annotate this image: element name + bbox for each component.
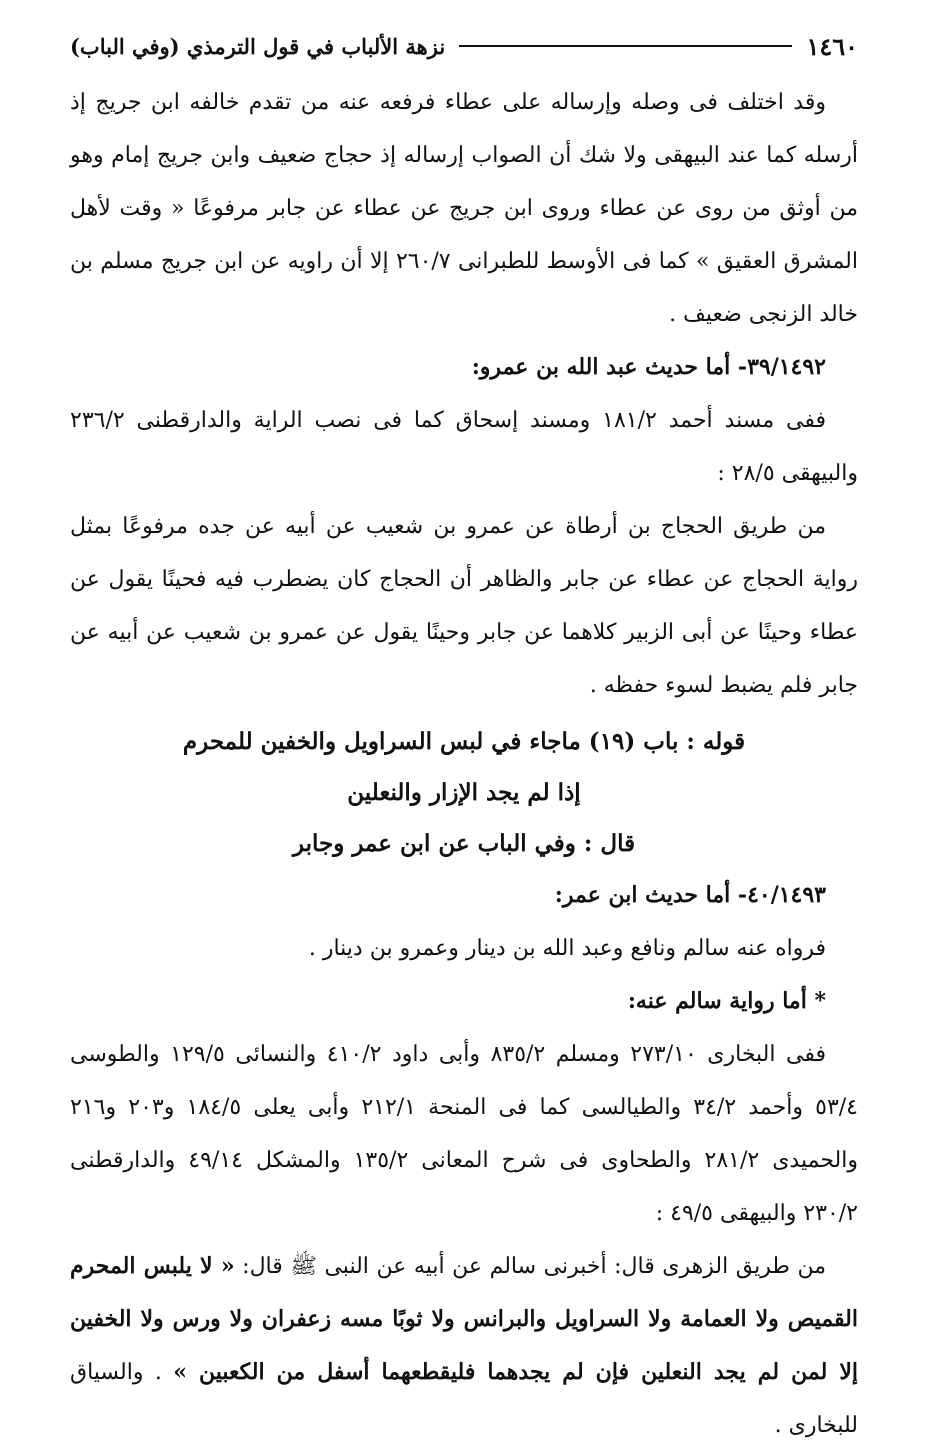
paragraph-5: ففى البخارى ٢٧٣/١٠ ومسلم ٨٣٥/٢ وأبى داود ٤١٠/٢ والنسائى ١٢٩/٥ والطوسى ٥٣/٤ وأحمد ٣٤/٢ والطيالسى كما فى المنحة ٢١٢/١ وأبى يعلى ١٨٤/٥ و٢٠٣ و٢١٦ والحميدى ٢٨١/٢ والطحاوى فى شرح المعانى ١٣٥/٢ والمشكل ٤٩/١٤ والدارقطنى ٢٣٠/٢ والبيهقى ٤٩/٥ : bbox=[70, 1042, 859, 1226]
paragraph-2: ففى مسند أحمد ١٨١/٢ ومسند إسحاق كما فى نصب الراية والدارقطنى ٢٣٦/٢ والبيهقى ٢٨/٥ : bbox=[70, 408, 858, 486]
subheading-salim-narration: * أما رواية سالم عنه: bbox=[627, 988, 826, 1014]
chapter-heading-line-3: قال : وفي الباب عن ابن عمر وجابر bbox=[292, 830, 636, 857]
page-number: ١٤٦٠ bbox=[806, 31, 858, 61]
hadith-text: « لا يلبس المحرم القميص ولا العمامة ولا السراويل والبرانس ولا ثوبًا مسه زعفران ولا ورس ولا الخفين إلا لمن لم يجد النعلين فإن لم يجدهما فليقطعهما أسفل من الكعبين » bbox=[70, 1253, 858, 1385]
hadith-heading-abdullah-bin-amr: ٣٩/١٤٩٢- أما حديث عبد الله بن عمرو: bbox=[471, 354, 826, 380]
page-header bbox=[70, 28, 858, 64]
paragraph-6-outro: . والسياق للبخارى . bbox=[70, 1360, 858, 1438]
chapter-heading-line-1: قوله : باب (١٩) ماجاء في لبس السراويل والخفين للمحرم bbox=[182, 728, 746, 755]
hadith-heading-ibn-umar: ٤٠/١٤٩٣- أما حديث ابن عمر: bbox=[554, 882, 826, 908]
paragraph-3: من طريق الحجاج بن أرطاة عن عمرو بن شعيب عن أبيه عن جده مرفوعًا بمثل رواية الحجاج عن عطاء عن جابر والظاهر أن الحجاج كان يضطرب فيه فحينًا يقول عن عطاء وحينًا عن أبى الزبير كلاهما عن جابر وحينًا يقول عن عمرو بن شعيب عن أبيه عن جابر فلم يضبط لسوء حفظه . bbox=[70, 514, 858, 698]
paragraph-1: وقد اختلف فى وصله وإرساله على عطاء فرفعه عنه من تقدم خالفه ابن جريج إذ أرسله كما عند البيهقى ولا شك أن الصواب إرساله إذ حجاج ضعيف وابن جريج إمام وهو من أوثق من روى عن عطاء وروى ابن جريج عن عطاء عن جابر مرفوعًا « وقت لأهل المشرق العقيق » كما فى الأوسط للطبرانى ٢٦٠/٧ إلا أن راويه عن ابن جريج مسلم بن خالد الزنجى ضعيف . bbox=[70, 90, 858, 327]
paragraph-6-intro: من طريق الزهرى قال: أخبرنى سالم عن أبيه عن النبى ﷺ قال: bbox=[242, 1254, 826, 1279]
chapter-heading-line-2: إذا لم يجد الإزار والنعلين bbox=[347, 779, 581, 806]
chapter-heading bbox=[70, 716, 858, 869]
paragraph-6 bbox=[70, 1240, 858, 1452]
paragraph-4: فرواه عنه سالم ونافع وعبد الله بن دينار وعمرو بن دينار . bbox=[308, 936, 826, 961]
header-rule bbox=[459, 45, 792, 47]
running-title: نزهة الألباب في قول الترمذي (وفي الباب) bbox=[70, 33, 446, 59]
